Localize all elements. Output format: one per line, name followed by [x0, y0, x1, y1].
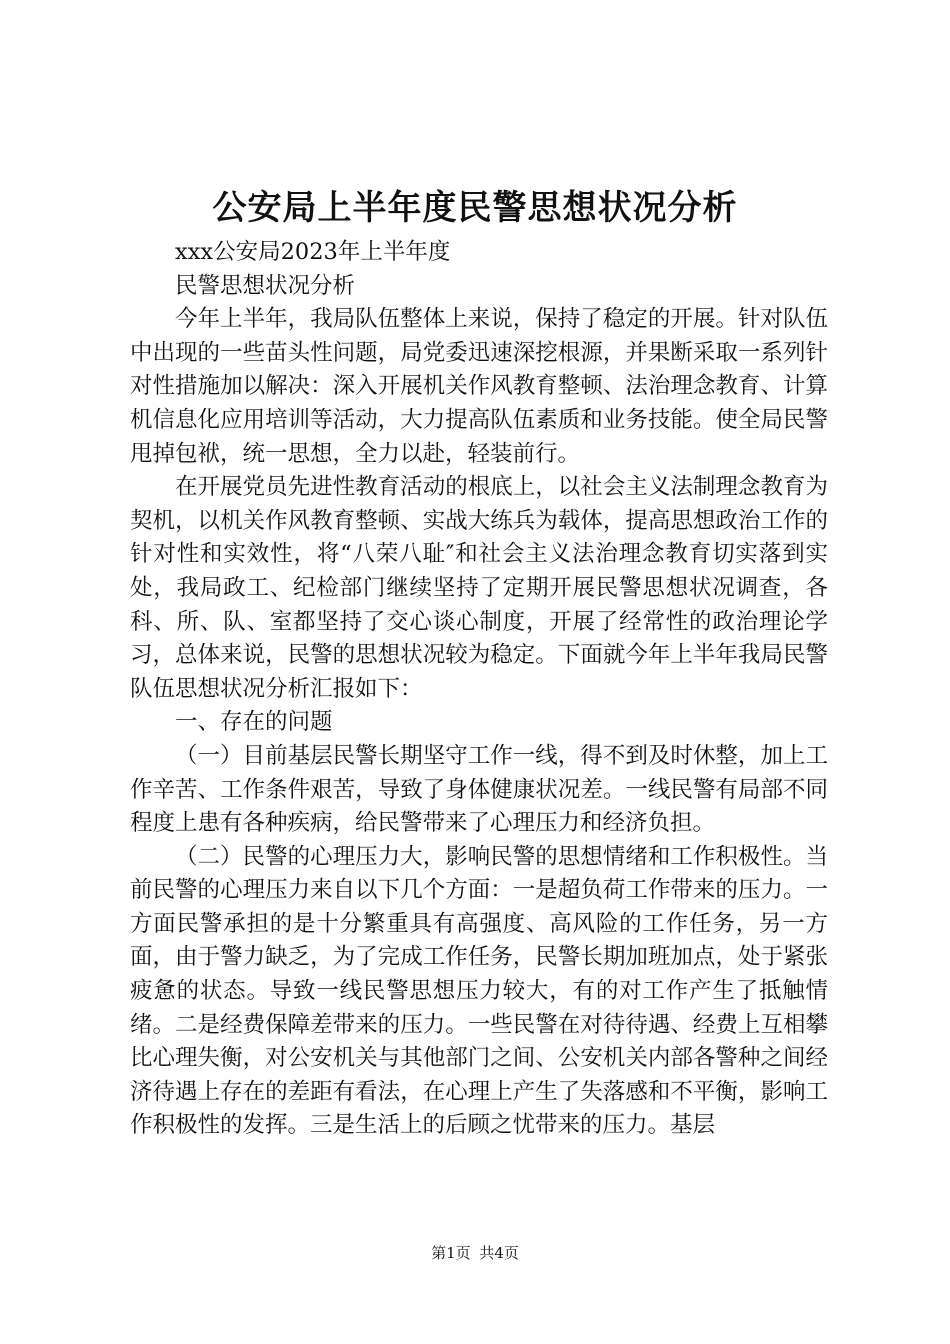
- document-title: 公安局上半年度民警思想状况分析: [212, 188, 738, 228]
- page-total: 共4页: [479, 1244, 519, 1262]
- paragraph: （一）目前基层民警长期坚守工作一线，得不到及时休整，加上工作辛苦、工作条件艰苦，导致了身体健康状况差。一线民警有局部不同程度上患有各种疾病，给民警带来了心理压力和经济负担。: [130, 742, 828, 837]
- document-body: [130, 236, 828, 1143]
- subtitle-line-2: 民警思想状况分析: [175, 272, 356, 299]
- paragraph: （二）民警的心理压力大，影响民警的思想情绪和工作积极性。当前民警的心理压力来自以下几个方面：一是超负荷工作带来的压力。一方面民警承担的是十分繁重具有高强度、高风险的工作任务，另一方面，由于警力缺乏，为了完成工作任务，民警长期加班加点，处于紧张疲惫的状态。导致一线民警思想压力较大，有的对工作产生了抵触情绪。二是经费保障差带来的压力。一些民警在对待待遇、经费上互相攀比心理失衡，对公安机关与其他部门之间、公安机关内部各警种之间经济待遇上存在的差距有看法，在心理上产生了失落感和不平衡，影响工作积极性的发挥。三是生活上的后顾之忧带来的压力。基层: [130, 843, 828, 1139]
- paragraph: 今年上半年，我局队伍整体上来说，保持了稳定的开展。针对队伍中出现的一些苗头性问题，局党委迅速深挖根源，并果断采取一系列针对性措施加以解决：深入开展机关作风教育整顿、法治理念教育、计算机信息化应用培训等活动，大力提高队伍素质和业务技能。使全局民警甩掉包袱，统一思想，全力以赴，轻装前行。: [130, 306, 828, 467]
- page-footer: [0, 1242, 950, 1264]
- paragraph: 在开展党员先进性教育活动的根底上，以社会主义法制理念教育为契机，以机关作风教育整顿、实战大练兵为载体，提高思想政治工作的针对性和实效性，将“八荣八耻″和社会主义法治理念教育切实落到实处，我局政工、纪检部门继续坚持了定期开展民警思想状况调查，各科、所、队、室都坚持了交心谈心制度，开展了经常性的政治理论学习，总体来说，民警的思想状况较为稳定。下面就今年上半年我局民警队伍思想状况分析汇报如下：: [130, 474, 828, 702]
- subtitle-line-1: xxx公安局2023年上半年度: [175, 239, 451, 265]
- section-heading: 一、存在的问题: [175, 709, 333, 736]
- page-number: 第1页: [431, 1244, 471, 1262]
